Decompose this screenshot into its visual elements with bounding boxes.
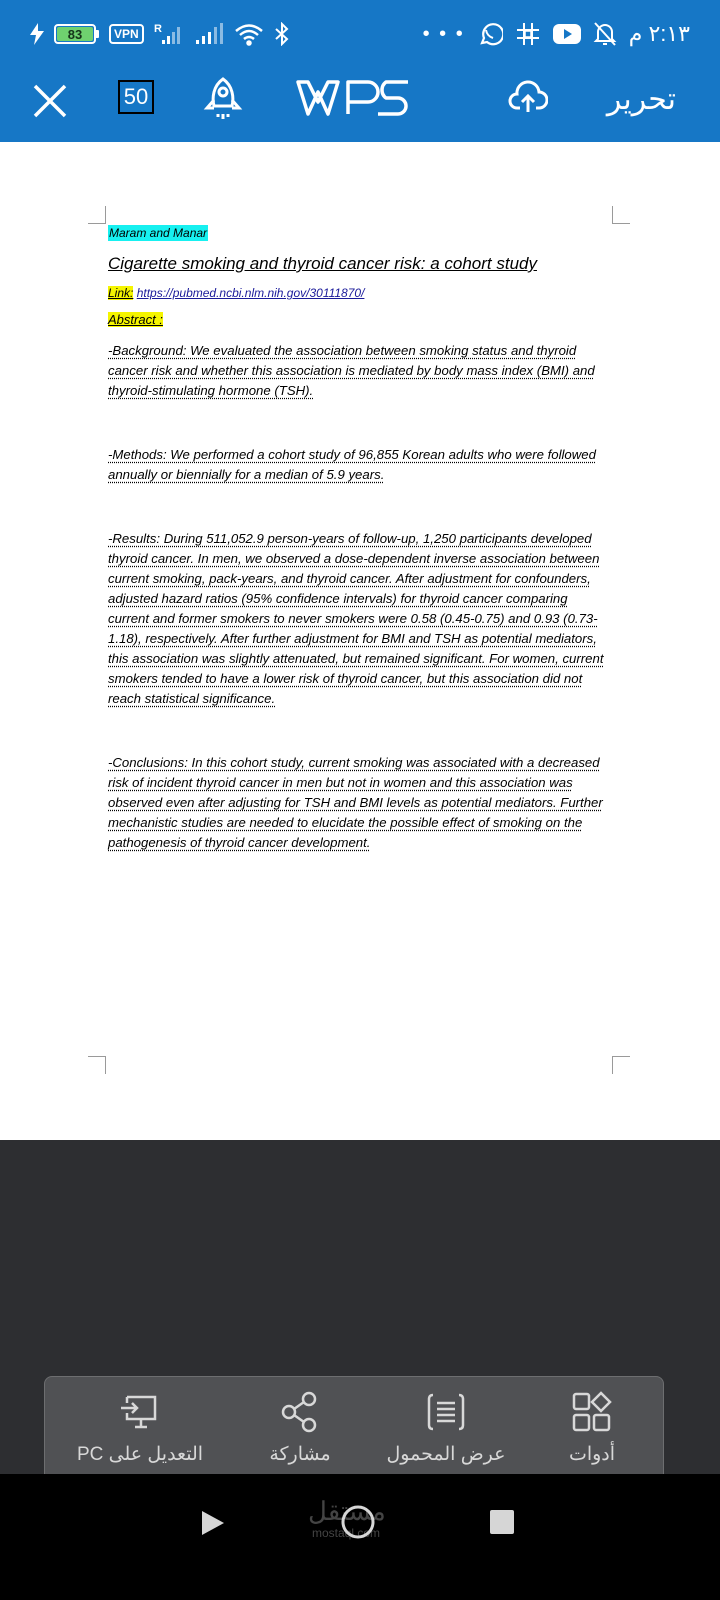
cloud-upload-icon[interactable] xyxy=(508,80,548,116)
background-paragraph: -Background: We evaluated the association between smoking status and thyroid cancer risk and whether this association is mediated by body mass index (BMI) and thyroid-stimulating hormone (TSH). xyxy=(108,343,595,398)
page-corner-mark xyxy=(88,1056,106,1074)
wps-logo xyxy=(296,78,412,118)
link-line xyxy=(108,286,608,300)
charging-icon xyxy=(30,23,44,45)
notifications-muted-icon xyxy=(593,21,617,47)
recent-apps-square-icon[interactable] xyxy=(490,1510,514,1534)
battery-indicator xyxy=(54,24,99,44)
tools-grid-icon xyxy=(571,1391,613,1433)
app-toolbar xyxy=(0,68,720,142)
status-bar xyxy=(0,0,720,68)
share-button[interactable] xyxy=(225,1391,375,1466)
monitor-arrow-icon xyxy=(119,1391,161,1433)
mobile-view-label: عرض المحمول xyxy=(386,1444,506,1465)
document-content xyxy=(108,224,608,853)
watermark-sub: mostaql.com xyxy=(312,1526,381,1540)
page-count-badge[interactable]: 50 xyxy=(118,80,154,114)
vpn-badge: VPN xyxy=(109,24,144,44)
back-triangle-icon[interactable] xyxy=(200,1510,226,1536)
page-corner-mark xyxy=(88,206,106,224)
system-navigation-bar xyxy=(0,1474,720,1600)
battery-level: 83 xyxy=(57,27,93,41)
methods-paragraph: -Methods: We performed a cohort study of 96,855 Korean adults who were followed annually or biennially for a median of 5.9 years. xyxy=(108,447,596,482)
edit-on-pc-label: التعديل على PC xyxy=(76,1444,204,1465)
share-label: مشاركة xyxy=(269,1444,331,1465)
tools-button[interactable] xyxy=(517,1391,667,1466)
home-circle-icon[interactable] xyxy=(340,1504,376,1540)
hashtag-grid-icon xyxy=(515,21,541,47)
page-corner-mark xyxy=(612,206,630,224)
status-right-group xyxy=(423,18,690,50)
signal-icon-2 xyxy=(194,22,224,46)
document-lines-icon xyxy=(425,1391,467,1433)
rocket-icon[interactable] xyxy=(202,76,244,124)
youtube-icon xyxy=(553,23,581,45)
close-icon[interactable] xyxy=(30,81,70,121)
status-left-group xyxy=(30,20,290,48)
results-paragraph: -Results: During 511,052.9 person-years of follow-up, 1,250 participants developed thyroid cancer. In men, we observed a dose-dependent inverse association between current smoking, pack-years, and thyroid cancer. After adjustment for confounders, adjusted hazard ratios (95% confidence intervals) for thyroid cancer comparing current and former smokers to never smokers were 0.58 (0.45-0.75) and 0.93 (0.73-1.18), respectively. After further adjustment for BMI and TSH as potential mediators, this association was slightly attenuated, but remained significant. For women, current smokers tended to have a lower risk of thyroid cancer, but this association did not reach statistical significance. xyxy=(108,531,604,706)
clock: ٢:١٣ م xyxy=(628,21,690,46)
conclusions-paragraph: -Conclusions: In this cohort study, current smoking was associated with a decreased risk of incident thyroid cancer in men but not in women and this association was observed even after adjusting for TSH and BMI levels as potential mediators. Further mechanistic studies are needed to elucidate the possible effect of smoking on the pathogenesis of thyroid cancer development. xyxy=(108,755,603,850)
abstract-heading: Abstract : xyxy=(108,312,163,327)
mobile-view-button[interactable] xyxy=(371,1391,521,1466)
wifi-icon xyxy=(234,22,264,46)
edit-on-pc-button[interactable] xyxy=(65,1391,215,1466)
more-notifications-icon: • • • xyxy=(422,22,465,45)
tools-label: أدوات xyxy=(568,1444,616,1465)
document-title: Cigarette smoking and thyroid cancer risk: a cohort study xyxy=(108,254,537,273)
share-icon xyxy=(279,1391,321,1433)
page-corner-mark xyxy=(612,1056,630,1074)
watermark-text: مستقل xyxy=(308,1496,386,1526)
signal-icon xyxy=(154,22,184,46)
edit-button[interactable]: تحرير xyxy=(606,83,676,116)
authors-line: Maram and Manar xyxy=(109,226,208,240)
bottom-toolbar xyxy=(44,1376,664,1474)
pubmed-link[interactable]: https://pubmed.ncbi.nlm.nih.gov/30111870/ xyxy=(136,286,365,300)
bluetooth-icon xyxy=(274,22,290,46)
whatsapp-icon xyxy=(477,21,503,47)
roaming-indicator: R xyxy=(153,23,162,35)
link-label: Link: xyxy=(108,286,134,300)
document-page xyxy=(0,142,720,1140)
